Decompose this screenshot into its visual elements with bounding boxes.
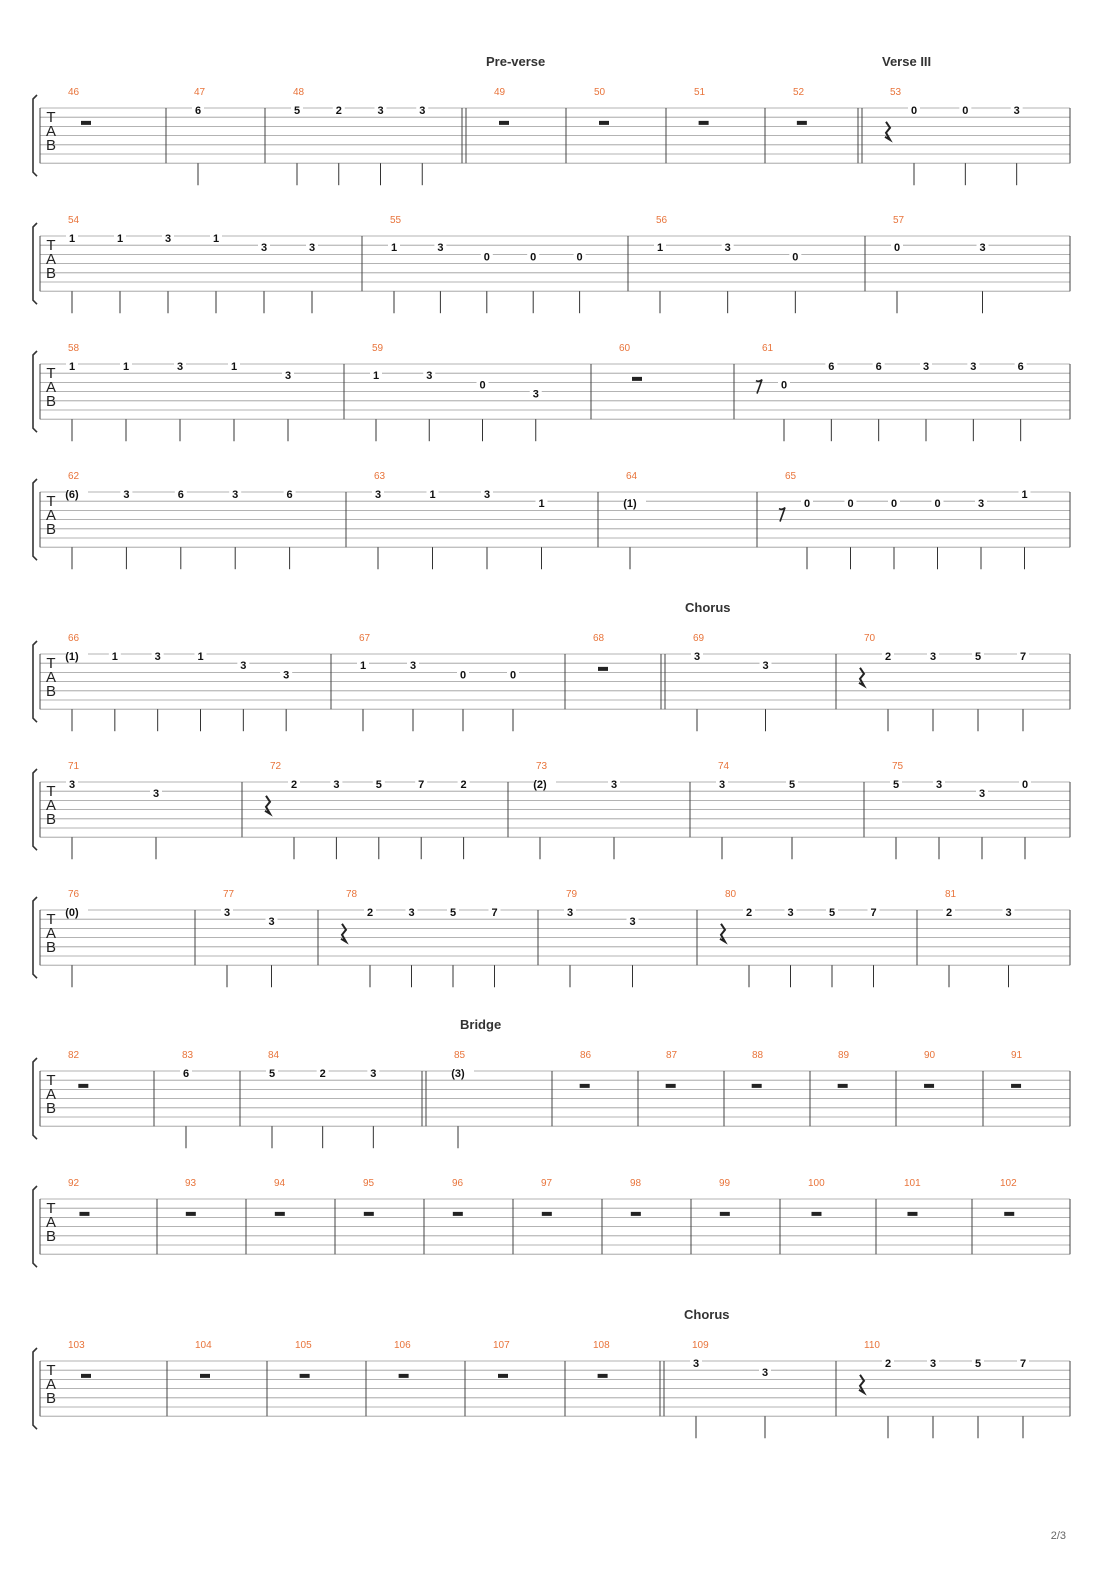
measure-number: 73	[536, 761, 548, 772]
measure-number: 72	[270, 761, 282, 772]
whole-rest	[666, 1084, 676, 1088]
measure-number: 84	[268, 1050, 280, 1061]
whole-rest	[699, 121, 709, 125]
fret-number: 3	[409, 660, 417, 673]
system-bracket	[33, 95, 37, 176]
fret-number: 3	[308, 242, 316, 255]
fret-number: 0	[962, 105, 969, 117]
fret-number: 3	[970, 361, 977, 373]
fret-number: 7	[1019, 651, 1027, 663]
fret-number: 3	[718, 779, 726, 791]
fret-number: 2	[366, 907, 374, 919]
whole-rest	[811, 1212, 821, 1216]
section-label: Pre-verse	[486, 54, 546, 69]
fret-number: 2	[290, 779, 298, 791]
tab-clef-letter: T	[46, 365, 56, 382]
fret-number: 5	[449, 907, 457, 919]
fret-number: (6)	[65, 489, 79, 501]
measure-number: 82	[68, 1050, 80, 1061]
fret-number: 3	[977, 498, 985, 511]
measure-number: 47	[194, 87, 206, 98]
fret-number: 3	[154, 651, 161, 663]
tab-clef-letter: B	[45, 393, 57, 410]
measure-number: 90	[924, 1050, 936, 1061]
quarter-rest	[341, 924, 346, 942]
measure-number: 63	[374, 471, 386, 482]
fret-number: (3)	[451, 1068, 465, 1080]
whole-rest	[720, 1212, 730, 1216]
fret-number: 0	[910, 105, 918, 117]
tab-clef-letter: A	[45, 507, 57, 524]
fret-number: 3	[566, 907, 574, 919]
measure-number: 58	[68, 343, 80, 354]
fret-number: 3	[929, 1358, 937, 1370]
fret-number: 5	[375, 779, 382, 791]
tab-clef-letter: T	[46, 1362, 56, 1379]
measure-number: 52	[793, 87, 805, 98]
measure-number: 67	[359, 633, 371, 644]
measure-number: 53	[890, 87, 902, 98]
measure-number: 81	[945, 889, 957, 900]
tab-clef-letter: B	[45, 521, 57, 538]
fret-number: 7	[1019, 1358, 1027, 1370]
measure-number: 79	[566, 889, 578, 900]
fret-number: 3	[176, 361, 184, 373]
fret-number: 3	[929, 651, 937, 663]
quarter-rest	[265, 796, 270, 814]
fret-number: 3	[724, 242, 731, 255]
measure-number: 87	[666, 1050, 678, 1061]
whole-rest	[81, 1374, 91, 1378]
fret-number: 3	[232, 489, 239, 501]
fret-number: 3	[370, 1068, 377, 1080]
fret-number: 1	[656, 242, 664, 255]
fret-number: 0	[459, 669, 467, 682]
quarter-rest	[859, 1375, 864, 1393]
quarter-rest	[885, 122, 890, 140]
measure-number: 80	[725, 889, 737, 900]
measure-number: 57	[893, 215, 905, 226]
system-bracket	[33, 351, 37, 432]
fret-number: 3	[979, 242, 986, 255]
fret-number: 0	[1021, 779, 1029, 791]
tab-clef-letter: B	[45, 137, 57, 154]
measure-number: 98	[630, 1178, 642, 1189]
measure-number: 108	[593, 1340, 610, 1351]
tab-clef-letter: A	[45, 925, 57, 942]
measure-number: 85	[454, 1050, 466, 1061]
whole-rest	[907, 1212, 917, 1216]
whole-rest	[598, 667, 608, 671]
measure-number: 61	[762, 343, 774, 354]
measure-number: 88	[752, 1050, 764, 1061]
measure-number: 55	[390, 215, 402, 226]
whole-rest	[300, 1374, 310, 1378]
tab-clef-letter: B	[45, 939, 57, 956]
tab-clef-letter: T	[46, 655, 56, 672]
whole-rest	[453, 1212, 463, 1216]
section-label: Chorus	[684, 1307, 730, 1322]
fret-number: 1	[538, 498, 545, 511]
whole-rest	[78, 1084, 88, 1088]
measure-number: 107	[493, 1340, 510, 1351]
measure-number: 54	[68, 215, 80, 226]
tab-clef-letter: T	[46, 1072, 56, 1089]
tab-clef-letter: B	[45, 1390, 57, 1407]
system-bracket	[33, 1186, 37, 1267]
fret-number: 5	[974, 1358, 982, 1370]
fret-number: 1	[111, 651, 118, 663]
whole-rest	[631, 1212, 641, 1216]
fret-number: 3	[408, 907, 415, 919]
measure-number: 95	[363, 1178, 375, 1189]
tab-clef-letter: T	[46, 783, 56, 800]
measure-number: 69	[693, 633, 705, 644]
fret-number: 3	[787, 907, 794, 919]
fret-number: 0	[530, 251, 537, 264]
fret-number: 5	[892, 779, 900, 791]
fret-number: 5	[974, 651, 982, 663]
tab-clef-letter: B	[45, 265, 57, 282]
fret-number: 0	[483, 251, 490, 264]
fret-number: 3	[693, 651, 701, 663]
measure-number: 94	[274, 1178, 286, 1189]
fret-number: 3	[123, 489, 130, 501]
whole-rest	[752, 1084, 762, 1088]
measure-number: 103	[68, 1340, 85, 1351]
measure-number: 51	[694, 87, 706, 98]
fret-number: 3	[268, 916, 275, 929]
page-number: 2/3	[1050, 1530, 1066, 1542]
tab-clef-letter: T	[46, 109, 56, 126]
fret-number: 1	[429, 489, 436, 501]
measure-number: 66	[68, 633, 80, 644]
measure-number: 62	[68, 471, 80, 482]
measure-number: 49	[494, 87, 506, 98]
measure-number: 83	[182, 1050, 194, 1061]
fret-number: 0	[780, 379, 788, 392]
fret-number: 3	[692, 1358, 700, 1370]
whole-rest	[499, 121, 509, 125]
measure-number: 56	[656, 215, 668, 226]
fret-number: 1	[122, 361, 130, 373]
fret-number: 3	[426, 370, 433, 383]
measure-number: 100	[808, 1178, 825, 1189]
whole-rest	[275, 1212, 285, 1216]
section-label: Bridge	[460, 1017, 502, 1032]
measure-number: 70	[864, 633, 876, 644]
whole-rest	[498, 1374, 508, 1378]
fret-number: 0	[934, 498, 941, 511]
fret-number: 3	[437, 242, 444, 255]
measure-number: 75	[892, 761, 904, 772]
measure-number: 77	[223, 889, 235, 900]
fret-number: 0	[803, 498, 811, 511]
fret-number: 3	[483, 489, 491, 501]
fret-number: 3	[762, 660, 769, 673]
fret-number: 3	[419, 105, 426, 117]
measure-number: 60	[619, 343, 631, 354]
whole-rest	[838, 1084, 848, 1088]
measure-number: 59	[372, 343, 384, 354]
fret-number: 0	[576, 251, 583, 264]
fret-number: 1	[116, 233, 124, 245]
fret-number: 2	[884, 651, 892, 663]
fret-number: (1)	[65, 651, 79, 663]
tab-clef-letter: A	[45, 1086, 57, 1103]
measure-number: 106	[394, 1340, 411, 1351]
whole-rest	[81, 121, 91, 125]
fret-number: 2	[335, 105, 342, 117]
fret-number: 3	[761, 1367, 769, 1380]
fret-number: 3	[240, 660, 247, 673]
tab-clef-letter: T	[46, 911, 56, 928]
measure-number: 96	[452, 1178, 464, 1189]
measure-number: 89	[838, 1050, 850, 1061]
whole-rest	[399, 1374, 409, 1378]
measure-number: 71	[68, 761, 80, 772]
fret-number: 2	[945, 907, 953, 919]
fret-number: (0)	[65, 907, 79, 919]
fret-number: 6	[194, 105, 202, 117]
measure-number: 68	[593, 633, 605, 644]
fret-number: 1	[68, 361, 76, 373]
system-bracket	[33, 1348, 37, 1429]
fret-number: 1	[390, 242, 398, 255]
measure-number: 109	[692, 1340, 709, 1351]
whole-rest	[200, 1374, 210, 1378]
whole-rest	[924, 1084, 934, 1088]
fret-number: 3	[377, 105, 384, 117]
fret-number: 3	[333, 779, 340, 791]
measure-number: 93	[185, 1178, 197, 1189]
fret-number: 0	[890, 498, 898, 511]
whole-rest	[79, 1212, 89, 1216]
fret-number: 3	[223, 907, 231, 919]
fret-number: 0	[893, 242, 901, 255]
tab-clef-letter: B	[45, 811, 57, 828]
whole-rest	[1004, 1212, 1014, 1216]
whole-rest	[1011, 1084, 1021, 1088]
measure-number: 46	[68, 87, 80, 98]
fret-number: 3	[260, 242, 268, 255]
fret-number: 1	[359, 660, 367, 673]
fret-number: 6	[182, 1068, 190, 1080]
fret-number: 6	[286, 489, 293, 501]
fret-number: 0	[479, 379, 486, 392]
fret-number: 3	[629, 916, 636, 929]
fret-number: 1	[197, 651, 204, 663]
system-bracket	[33, 769, 37, 850]
fret-number: 3	[978, 788, 986, 801]
fret-number: 3	[374, 489, 382, 501]
fret-number: 7	[418, 779, 425, 791]
fret-number: 2	[460, 779, 467, 791]
measure-number: 64	[626, 471, 638, 482]
tab-clef-letter: T	[46, 493, 56, 510]
fret-number: 3	[922, 361, 930, 373]
fret-number: 1	[230, 361, 238, 373]
measure-number: 65	[785, 471, 797, 482]
tab-clef-letter: A	[45, 379, 57, 396]
system-bracket	[33, 897, 37, 978]
measure-number: 48	[293, 87, 305, 98]
quarter-rest	[720, 924, 725, 942]
fret-number: 5	[828, 907, 836, 919]
fret-number: 3	[532, 388, 539, 401]
tab-clef-letter: B	[45, 1228, 57, 1245]
fret-number: 3	[152, 788, 160, 801]
fret-number: 2	[745, 907, 753, 919]
fret-number: 1	[372, 370, 380, 383]
measure-number: 78	[346, 889, 358, 900]
fret-number: 3	[1013, 105, 1020, 117]
fret-number: 3	[68, 779, 76, 791]
tab-clef-letter: A	[45, 1376, 57, 1393]
fret-number: 1	[68, 233, 76, 245]
system-bracket	[33, 1058, 37, 1139]
measure-number: 92	[68, 1178, 80, 1189]
fret-number: 0	[792, 251, 799, 264]
fret-number: 3	[935, 779, 943, 791]
section-label: Chorus	[685, 600, 731, 615]
whole-rest	[797, 121, 807, 125]
whole-rest	[186, 1212, 196, 1216]
tab-clef-letter: B	[45, 1100, 57, 1117]
fret-number: 6	[828, 361, 835, 373]
fret-number: 6	[177, 489, 184, 501]
measure-number: 97	[541, 1178, 553, 1189]
whole-rest	[542, 1212, 552, 1216]
fret-number: (2)	[533, 779, 547, 791]
quarter-rest	[859, 668, 864, 686]
fret-number: 0	[847, 498, 854, 511]
tab-clef-letter: A	[45, 123, 57, 140]
fret-number: 5	[293, 105, 301, 117]
fret-number: 3	[284, 370, 292, 383]
measure-number: 86	[580, 1050, 592, 1061]
measure-number: 91	[1011, 1050, 1023, 1061]
measure-number: 110	[864, 1340, 880, 1351]
fret-number: 2	[319, 1068, 326, 1080]
tab-clef-letter: B	[45, 683, 57, 700]
fret-number: 3	[610, 779, 618, 791]
measure-number: 76	[68, 889, 80, 900]
measure-number: 99	[719, 1178, 731, 1189]
fret-number: 7	[870, 907, 877, 919]
fret-number: 5	[788, 779, 796, 791]
tab-clef-letter: T	[46, 1200, 56, 1217]
fret-number: 3	[164, 233, 172, 245]
tab-clef-letter: A	[45, 669, 57, 686]
system-bracket	[33, 641, 37, 722]
measure-number: 101	[904, 1178, 921, 1189]
whole-rest	[598, 1374, 608, 1378]
whole-rest	[364, 1212, 374, 1216]
fret-number: 3	[283, 669, 290, 682]
measure-number: 102	[1000, 1178, 1017, 1189]
tab-clef-letter: A	[45, 251, 57, 268]
measure-number: 104	[195, 1340, 212, 1351]
system-bracket	[33, 479, 37, 560]
tab-clef-letter: A	[45, 1214, 57, 1231]
whole-rest	[632, 377, 642, 381]
fret-number: 1	[1021, 489, 1028, 501]
whole-rest	[599, 121, 609, 125]
fret-number: 0	[509, 669, 517, 682]
fret-number: 6	[875, 361, 882, 373]
fret-number: 3	[1005, 907, 1012, 919]
fret-number: 2	[884, 1358, 892, 1370]
whole-rest	[580, 1084, 590, 1088]
measure-number: 74	[718, 761, 730, 772]
tab-clef-letter: A	[45, 797, 57, 814]
tab-clef-letter: T	[46, 237, 56, 254]
fret-number: (1)	[623, 498, 637, 511]
measure-number: 105	[295, 1340, 312, 1351]
fret-number: 7	[491, 907, 498, 919]
measure-number: 50	[594, 87, 606, 98]
system-bracket	[33, 223, 37, 304]
section-label: Verse III	[882, 54, 932, 69]
fret-number: 5	[268, 1068, 276, 1080]
fret-number: 1	[212, 233, 220, 245]
fret-number: 6	[1017, 361, 1024, 373]
